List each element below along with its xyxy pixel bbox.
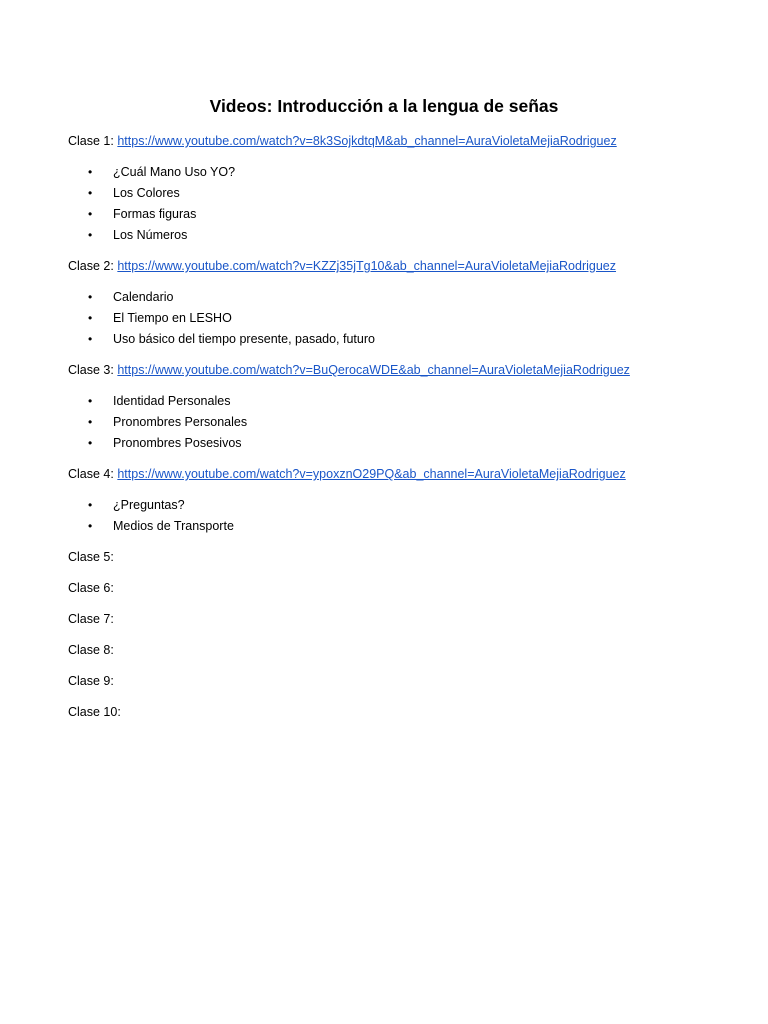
clase-9-heading: Clase 9:	[68, 674, 114, 688]
clase-10-heading: Clase 10:	[68, 705, 121, 719]
clase-2-topics	[68, 287, 748, 350]
list-item: • Calendario	[68, 287, 748, 308]
clase-1-topics	[68, 162, 748, 246]
clase-3-link[interactable]: https://www.youtube.com/watch?v=BuQerocaWDE&ab_channel=AuraVioletaMejiaRodriguez	[117, 363, 630, 377]
list-item: • Pronombres Posesivos	[68, 433, 748, 454]
list-item: • ¿Preguntas?	[68, 495, 748, 516]
clase-label: Clase 4:	[68, 467, 114, 481]
page-title: Videos: Introducción a la lengua de señas	[209, 96, 559, 116]
list-item: • Identidad Personales	[68, 391, 748, 412]
bullet-icon: •	[88, 332, 93, 346]
list-item: • Los Colores	[68, 183, 748, 204]
clase-3-topics	[68, 391, 748, 454]
clase-4-link[interactable]: https://www.youtube.com/watch?v=ypoxznO29PQ&ab_channel=AuraVioletaMejiaRodriguez	[117, 467, 626, 481]
bullet-icon: •	[88, 394, 93, 408]
bullet-icon: •	[88, 228, 93, 242]
bullet-icon: •	[88, 519, 93, 533]
clase-2-link[interactable]: https://www.youtube.com/watch?v=KZZj35jTg10&ab_channel=AuraVioletaMejiaRodriguez	[117, 259, 617, 273]
clase-label: Clase 3:	[68, 363, 114, 377]
document-body	[68, 131, 748, 733]
bullet-icon: •	[88, 311, 93, 325]
clase-label: Clase 1:	[68, 134, 114, 148]
bullet-icon: •	[88, 415, 93, 429]
clase-1-link[interactable]: https://www.youtube.com/watch?v=8k3SojkdtqM&ab_channel=AuraVioletaMejiaRodriguez	[117, 134, 617, 148]
clase-4-topics	[68, 495, 748, 537]
list-item: • Uso básico del tiempo presente, pasado, futuro	[68, 329, 748, 350]
clase-label: Clase 2:	[68, 259, 114, 273]
bullet-icon: •	[88, 207, 93, 221]
clase-5-heading: Clase 5:	[68, 550, 114, 564]
list-item: • El Tiempo en LESHO	[68, 308, 748, 329]
bullet-icon: •	[88, 498, 93, 512]
clase-6-heading: Clase 6:	[68, 581, 114, 595]
bullet-icon: •	[88, 290, 93, 304]
list-item: • Formas figuras	[68, 204, 748, 225]
bullet-icon: •	[88, 436, 93, 450]
bullet-icon: •	[88, 186, 93, 200]
clase-1-heading	[68, 131, 748, 152]
list-item: • Pronombres Personales	[68, 412, 748, 433]
clase-8-heading: Clase 8:	[68, 643, 114, 657]
bullet-icon: •	[88, 165, 93, 179]
clase-3-heading	[68, 360, 748, 381]
list-item: • Los Números	[68, 225, 748, 246]
clase-2-heading	[68, 256, 748, 277]
clase-4-heading	[68, 464, 748, 485]
list-item: • Medios de Transporte	[68, 516, 748, 537]
list-item: • ¿Cuál Mano Uso YO?	[68, 162, 748, 183]
clase-7-heading: Clase 7:	[68, 612, 114, 626]
